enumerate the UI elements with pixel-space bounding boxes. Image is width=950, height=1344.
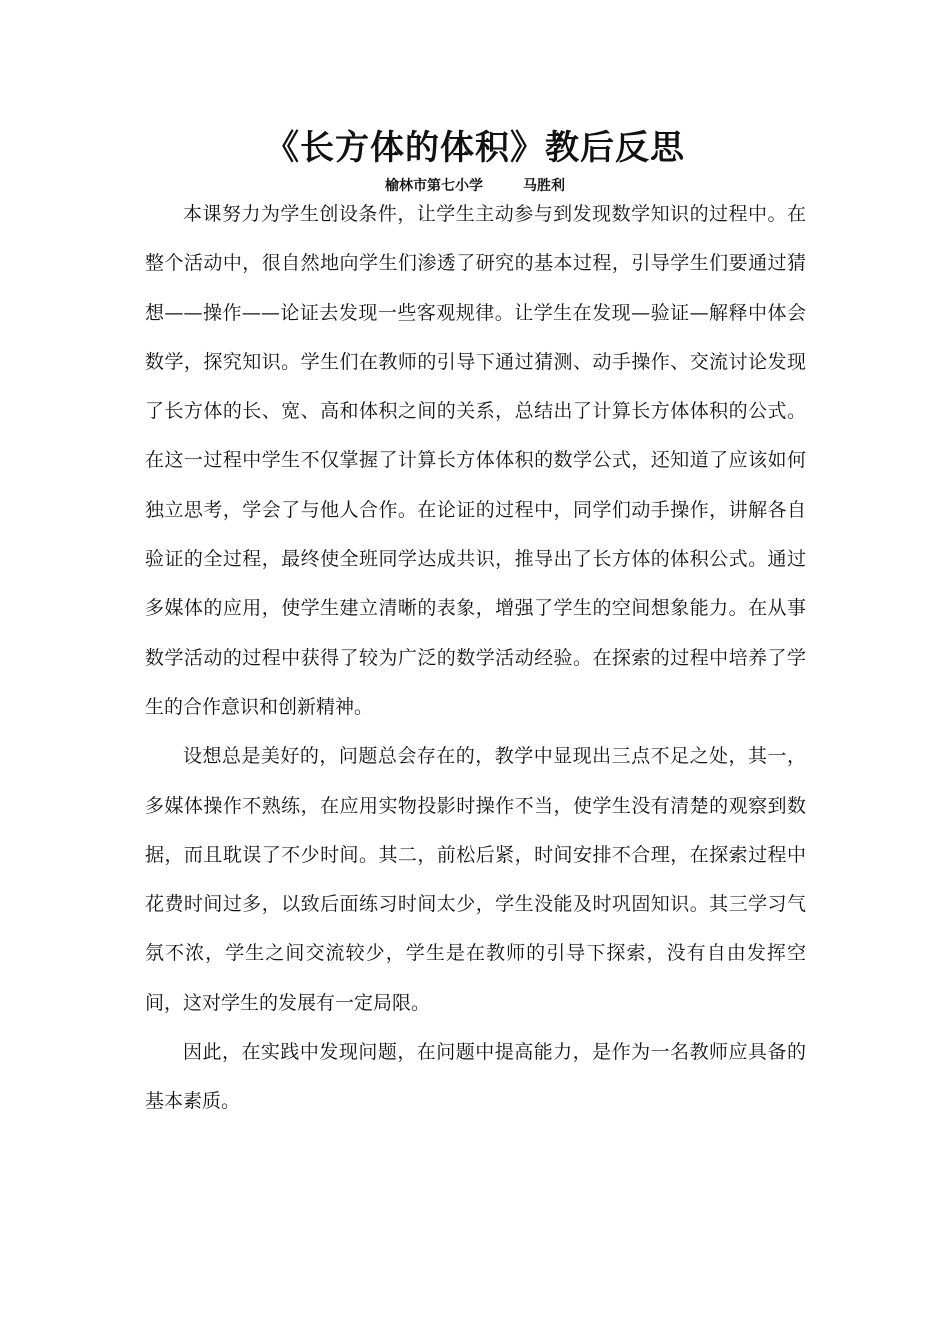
byline-author: 马胜利 (523, 178, 565, 194)
paragraph-2: 设想总是美好的，问题总会存在的，教学中显现出三点不足之处，其一，多媒体操作不熟练，在应用实物投影时操作不当，使学生没有清楚的观察到数据，而且耽误了不少时间。其二，前松后紧，时间安排不合理，在探索过程中花费时间过多，以致后面练习时间太少，学生没能及时巩固知识。其三学习气氛不浓，学生之间交流较少，学生是在教师的引导下探索，没有自由发挥空间，这对学生的发展有一定局限。 (145, 745, 806, 1014)
document-body (145, 190, 806, 1127)
document-title: 《长方体的体积》教后反思 (265, 128, 685, 168)
byline-school: 榆林市第七小学 (385, 178, 483, 194)
paragraph-3: 因此，在实践中发现问题，在问题中提高能力，是作为一名教师应具备的基本素质。 (145, 1041, 806, 1113)
paragraph-1: 本课努力为学生创设条件，让学生主动参与到发现数学知识的过程中。在整个活动中，很自然地向学生们渗透了研究的基本过程，引导学生们要通过猜想——操作——论证去发现一些客观规律。让学生在发现—验证—解释中体会数学，探究知识。学生们在教师的引导下通过猜测、动手操作、交流讨论发现了长方体的长、宽、高和体积之间的关系，总结出了计算长方体体积的公式。在这一过程中学生不仅掌握了计算长方体体积的数学公式，还知道了应该如何独立思考，学会了与他人合作。在论证的过程中，同学们动手操作，讲解各自验证的全过程，最终使全班同学达成共识，推导出了长方体的体积公式。通过多媒体的应用，使学生建立清晰的表象，增强了学生的空间想象能力。在从事数学活动的过程中获得了较为广泛的数学活动经验。在探索的过程中培养了学生的合作意识和创新精神。 (145, 203, 806, 718)
